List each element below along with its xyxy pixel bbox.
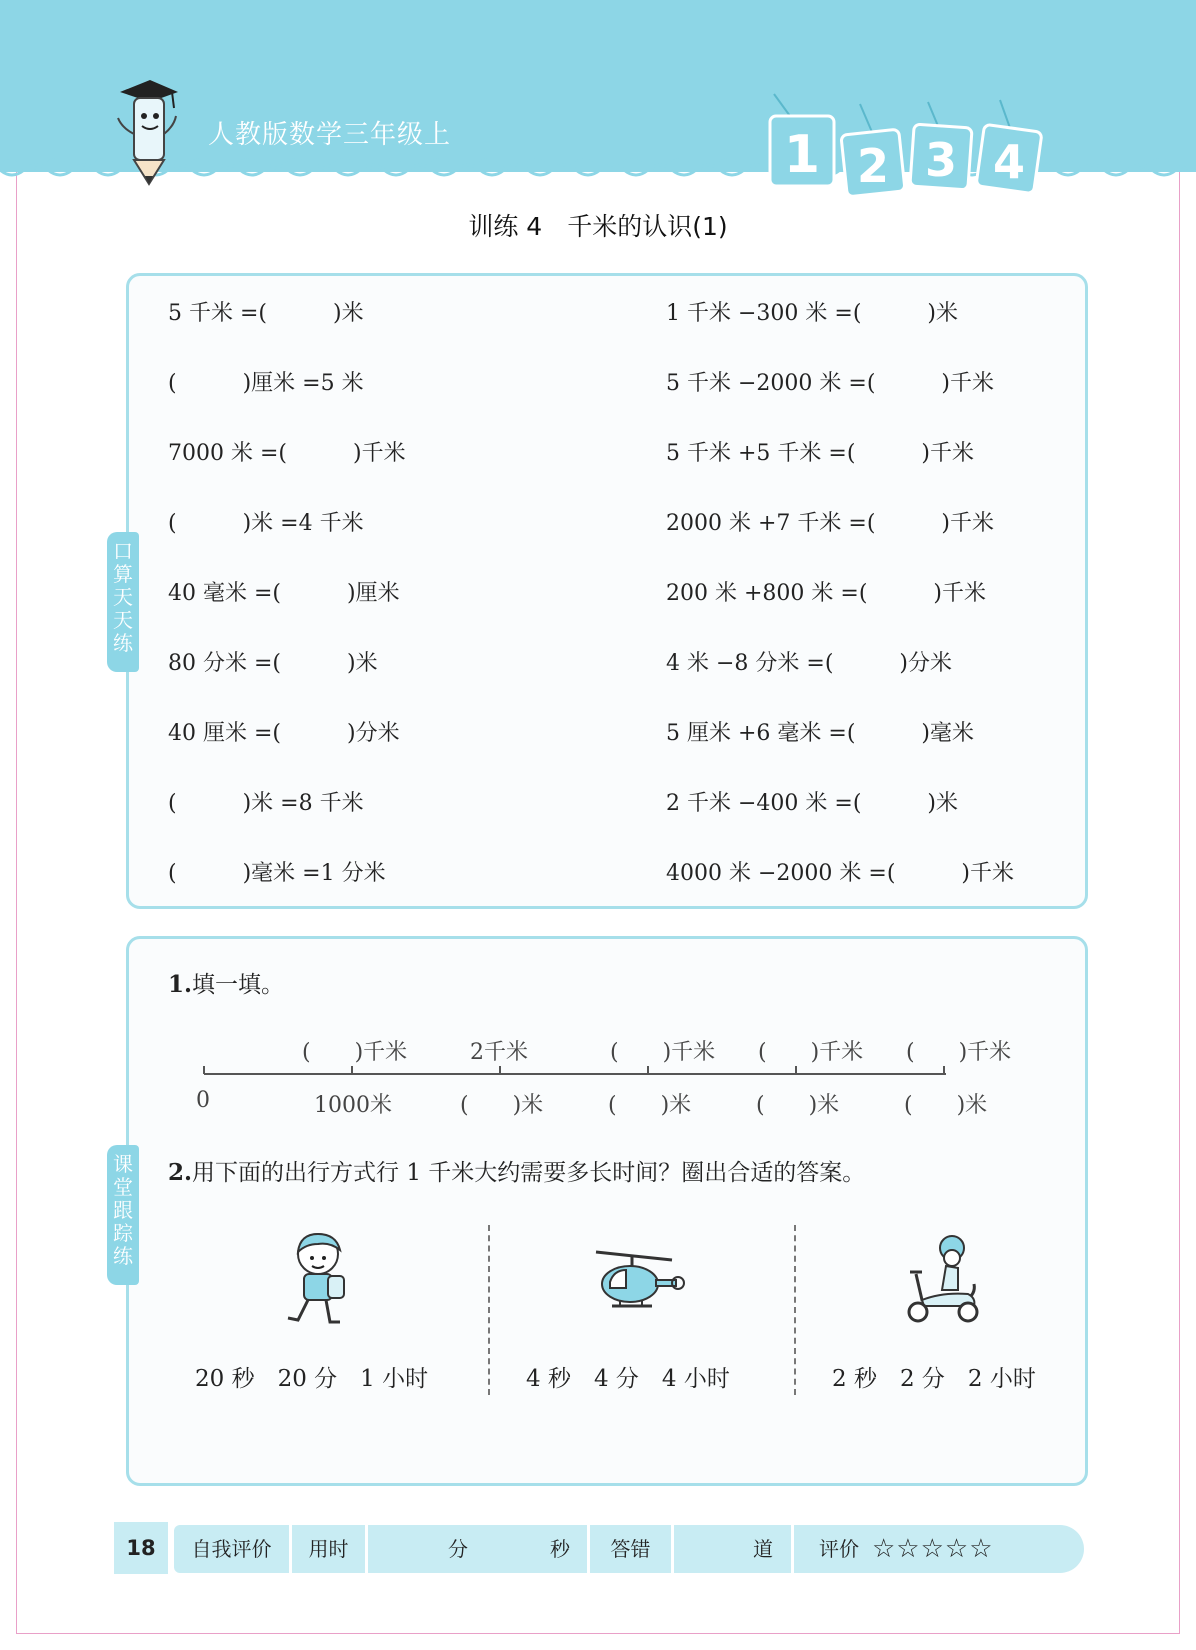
- seconds-label: 秒: [550, 1537, 570, 1561]
- oral-right-1[interactable]: 1 千米 −300 米 =( )米: [666, 301, 958, 326]
- time-field[interactable]: [368, 1525, 590, 1573]
- oral-left-2[interactable]: ( )厘米 =5 米: [168, 371, 364, 396]
- svg-text:3: 3: [924, 133, 958, 187]
- oral-right-7[interactable]: 5 厘米 +6 毫米 =( )毫米: [666, 721, 975, 746]
- svg-text:1: 1: [783, 125, 821, 185]
- svg-text:2: 2: [856, 139, 890, 193]
- self-evaluation-footer: [114, 1522, 1084, 1574]
- numline-top-label-3[interactable]: ( )千米: [610, 1040, 716, 1065]
- scooter-rider-icon: [902, 1234, 988, 1326]
- tag-1-icon: [770, 94, 834, 186]
- oral-left-3[interactable]: 7000 米 =( )千米: [168, 441, 406, 466]
- divider-1: [488, 1225, 490, 1395]
- question-1-text: 填一填。: [192, 972, 285, 998]
- tag-2-icon: [841, 104, 905, 197]
- oral-left-8[interactable]: ( )米 =8 千米: [168, 791, 364, 816]
- question-1: [168, 966, 284, 999]
- oral-right-5[interactable]: 200 米 +800 米 =( )千米: [666, 581, 986, 606]
- numline-bottom-label-5[interactable]: ( )米: [756, 1093, 840, 1118]
- numline-top-label-4[interactable]: ( )千米: [758, 1040, 864, 1065]
- numline-bottom-label-1: 0: [196, 1088, 210, 1113]
- oral-right-4[interactable]: 2000 米 +7 千米 =( )千米: [666, 511, 994, 536]
- question-2-number: 2.: [168, 1159, 193, 1186]
- lesson-title: 训练 4 千米的认识(1): [468, 212, 728, 241]
- oral-left-1[interactable]: 5 千米 =( )米: [168, 301, 364, 326]
- numline-top-label-5[interactable]: ( )千米: [906, 1040, 1012, 1065]
- numline-bottom-label-4[interactable]: ( )米: [608, 1093, 692, 1118]
- oral-left-4[interactable]: ( )米 =4 千米: [168, 511, 364, 536]
- choices-walking[interactable]: 20 秒 20 分 1 小时: [195, 1366, 429, 1392]
- oral-left-5[interactable]: 40 毫米 =( )厘米: [168, 581, 400, 606]
- numline-bottom-label-2: 1000米: [314, 1093, 392, 1118]
- oral-right-8[interactable]: 2 千米 −400 米 =( )米: [666, 791, 958, 816]
- oral-left-6[interactable]: 80 分米 =( )米: [168, 651, 378, 676]
- rating-stars[interactable]: ☆☆☆☆☆: [872, 1534, 994, 1564]
- question-1-number: 1.: [168, 971, 193, 998]
- oral-right-3[interactable]: 5 千米 +5 千米 =( )千米: [666, 441, 975, 466]
- oral-right-6[interactable]: 4 米 −8 分米 =( )分米: [666, 651, 953, 676]
- divider-2: [794, 1225, 796, 1395]
- tag-4-icon: [976, 100, 1042, 194]
- choices-helicopter[interactable]: 4 秒 4 分 4 小时: [526, 1366, 730, 1392]
- choices-scooter[interactable]: 2 秒 2 分 2 小时: [832, 1366, 1036, 1392]
- question-2: [168, 1154, 865, 1187]
- numline-top-label-2: 2千米: [470, 1040, 528, 1065]
- book-title: 人教版数学三年级上: [208, 120, 452, 150]
- page-number: 18: [114, 1522, 168, 1574]
- numline-top-label-1[interactable]: ( )千米: [302, 1040, 408, 1065]
- oral-right-9[interactable]: 4000 米 −2000 米 =( )千米: [666, 861, 1014, 886]
- tag-3-icon: [910, 102, 972, 190]
- helicopter-icon: [592, 1244, 686, 1322]
- number-line: [196, 1062, 958, 1084]
- class-practice-tab: 课堂跟踪练: [107, 1145, 139, 1285]
- pencil-mascot-icon: [112, 78, 182, 188]
- time-used-label: 用时: [292, 1525, 368, 1573]
- minutes-label: 分: [448, 1537, 468, 1561]
- question-2-text: 用下面的出行方式行 1 千米大约需要多长时间？圈出合适的答案。: [192, 1160, 866, 1186]
- number-tags: [760, 92, 1090, 202]
- oral-left-7[interactable]: 40 厘米 =( )分米: [168, 721, 400, 746]
- numline-bottom-label-3[interactable]: ( )米: [460, 1093, 544, 1118]
- svg-text:4: 4: [992, 135, 1026, 189]
- wrong-count-field[interactable]: [674, 1525, 794, 1573]
- rating-label: 评价: [819, 1537, 859, 1561]
- oral-right-2[interactable]: 5 千米 −2000 米 =( )千米: [666, 371, 994, 396]
- wrong-label: 答错: [590, 1525, 674, 1573]
- self-eval-label: 自我评价: [174, 1525, 292, 1573]
- numline-bottom-label-6[interactable]: ( )米: [904, 1093, 988, 1118]
- items-label: 道: [753, 1537, 773, 1561]
- oral-practice-tab: 口算天天练: [107, 532, 139, 672]
- class-practice-box: [126, 936, 1088, 1486]
- oral-left-9[interactable]: ( )毫米 =1 分米: [168, 861, 386, 886]
- walking-child-icon: [284, 1230, 354, 1330]
